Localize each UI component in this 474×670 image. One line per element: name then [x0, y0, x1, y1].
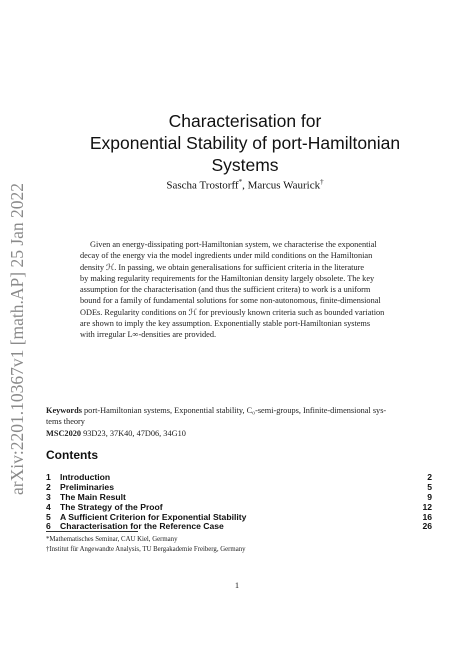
title-line-1: Characterisation for [168, 111, 322, 131]
arxiv-identifier: arXiv:2201.10367v1 [math.AP] 25 Jan 2022 [7, 182, 27, 495]
abstract-line: assumption for the characterisation (and thus the sufficient critera) to work is a uniform [80, 285, 371, 295]
author-2-mark: † [320, 178, 324, 186]
toc-page: 9 [427, 492, 432, 502]
msc-line [46, 428, 446, 439]
abstract-line: decay of the energy via the model ingredients under mild conditions on the Hamiltonian [80, 251, 373, 261]
toc-page: 12 [422, 502, 432, 512]
toc-number: 4 [46, 502, 51, 512]
abstract-line: with irregular L∞-densities are provided. [80, 330, 217, 340]
keywords-line-2: tems theory [46, 417, 85, 427]
author-2: Marcus Waurick [247, 179, 321, 192]
toc-page: 5 [427, 482, 432, 492]
title-line-2: Exponential Stability of port-Hamiltonian [89, 133, 401, 153]
toc-number: 2 [46, 482, 51, 492]
abstract-line: are shown to imply the key assumption. Exponentially stable port-Hamiltonian systems [80, 319, 371, 329]
authors [45, 178, 445, 192]
toc-number: 6 [46, 521, 51, 531]
toc-title: Introduction [60, 472, 111, 482]
toc-title: Characterisation for the Reference Case [60, 521, 224, 531]
keywords-block [46, 405, 446, 439]
footnote-2: †Institut für Angewandte Analysis, TU Bergakademie Freiberg, Germany [46, 545, 246, 553]
msc-label: MSC2020 [46, 428, 82, 438]
contents-heading: Contents [46, 448, 98, 462]
page-number: 1 [234, 580, 240, 590]
abstract-line: density ℋ. In passing, we obtain generalisations for sufficient criteria in the literature [80, 262, 365, 272]
keywords-line-1 [46, 405, 446, 416]
toc-title: The Main Result [60, 492, 126, 502]
title-line-3: Systems [211, 155, 279, 175]
keywords-label: Keywords [46, 406, 82, 415]
paper-title [45, 110, 445, 176]
footnotes [46, 535, 246, 554]
toc-number: 5 [46, 512, 51, 522]
abstract [80, 239, 410, 341]
abstract-line: Given an energy-dissipating port-Hamiltonian system, we characterise the exponential [90, 240, 377, 249]
toc-page: 26 [422, 521, 432, 531]
toc-entry[interactable] [46, 521, 432, 535]
toc-page: 2 [427, 472, 432, 482]
toc-number: 1 [46, 472, 51, 482]
msc-codes: 93D23, 37K40, 47D06, 34G10 [83, 428, 186, 438]
abstract-line: ODEs. Regularity conditions on ℋ for previously known criteria such as bounded variation [80, 307, 385, 317]
author-separator: , [242, 179, 248, 192]
toc-number: 3 [46, 492, 51, 502]
keywords-text: port-Hamiltonian systems, Exponential stability, C₀-semi-groups, Infinite-dimensional sys- [84, 406, 387, 415]
abstract-line: by making regularity requirements for the Hamiltonian density largely obsolete. The key [80, 273, 375, 283]
toc-title: A Sufficient Criterion for Exponential Stability [60, 512, 247, 522]
footnote-divider [46, 531, 138, 532]
author-1: Sascha Trostorff [166, 179, 239, 192]
author-1-mark: * [238, 178, 243, 186]
toc-title: The Strategy of the Proof [60, 502, 163, 512]
toc-page: 16 [422, 512, 432, 522]
abstract-line: bound for a family of fundamental solutions for some non-autonomous, finite-dimensional [80, 296, 381, 306]
toc-title: Preliminaries [60, 482, 114, 492]
footnote-1: *Mathematisches Seminar, CAU Kiel, Germany [46, 536, 178, 543]
